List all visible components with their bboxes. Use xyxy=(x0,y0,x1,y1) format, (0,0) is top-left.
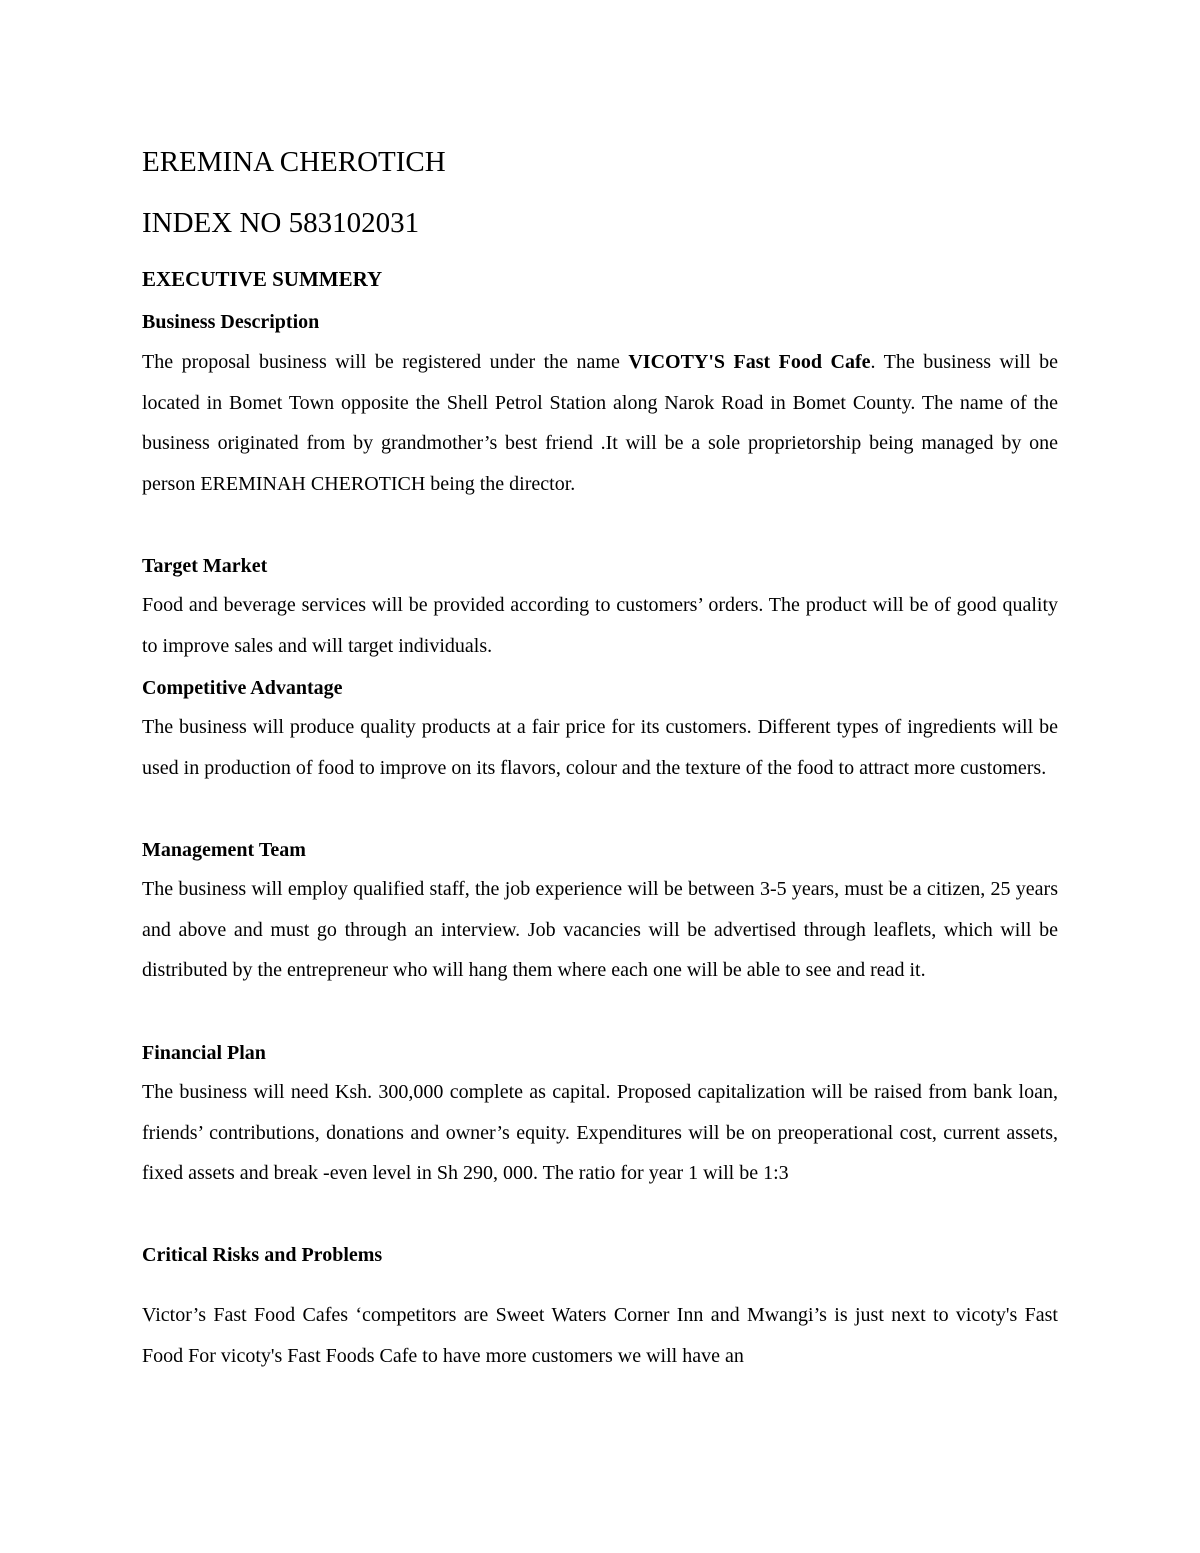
author-name: EREMINA CHEROTICH xyxy=(142,146,446,178)
financial-plan-paragraph: The business will need Ksh. 300,000 complete as capital. Proposed capitalization will be raised from bank loan, friends’ contributions, donations and owner’s equity. Expenditures will be on preoperational cost, current assets, fixed assets and break -even level in Sh 290, 000. The ratio for year 1 will be 1:3 xyxy=(142,1081,1058,1185)
business-description-text-after: . The business will be located in Bomet Town opposite the Shell Petrol Station along Narok Road in Bomet County. The name of the business originated from by grandmother’s best friend .It will be a sole proprietorship being managed by one person EREMINAH CHEROTICH being the director. xyxy=(142,351,1059,495)
critical-risks-heading: Critical Risks and Problems xyxy=(142,1244,383,1266)
competitive-advantage-paragraph: The business will produce quality products at a fair price for its customers. Different types of ingredients will be used in production of food to improve on its flavors, colour and the texture of the food to attract more customers. xyxy=(142,716,1058,779)
index-number: INDEX NO 583102031 xyxy=(142,207,420,239)
target-market-heading: Target Market xyxy=(142,555,268,577)
target-market-paragraph: Food and beverage services will be provided according to customers’ orders. The product will be of good quality to improve sales and will target individuals. xyxy=(142,594,1058,657)
business-name: VICOTY'S Fast Food Cafe xyxy=(628,351,871,373)
financial-plan-heading: Financial Plan xyxy=(142,1042,266,1064)
business-description-text-before: The proposal business will be registered under the name xyxy=(142,351,629,373)
business-description-paragraph xyxy=(142,342,1058,504)
competitive-advantage-heading: Competitive Advantage xyxy=(142,677,343,699)
critical-risks-paragraph: Victor’s Fast Food Cafes ‘competitors are Sweet Waters Corner Inn and Mwangi’s is just next to vicoty's Fast Food For vicoty's Fast Foods Cafe to have more customers we will have an xyxy=(142,1304,1058,1367)
business-description-heading: Business Description xyxy=(142,311,320,333)
management-team-paragraph: The business will employ qualified staff, the job experience will be between 3-5 years, must be a citizen, 25 years and above and must go through an interview. Job vacancies will be advertised through leaflets, which will be distributed by the entrepreneur who will hang them where each one will be able to see and read it. xyxy=(142,878,1058,982)
management-team-heading: Management Team xyxy=(142,839,306,861)
section-title: EXECUTIVE SUMMERY xyxy=(142,267,383,291)
